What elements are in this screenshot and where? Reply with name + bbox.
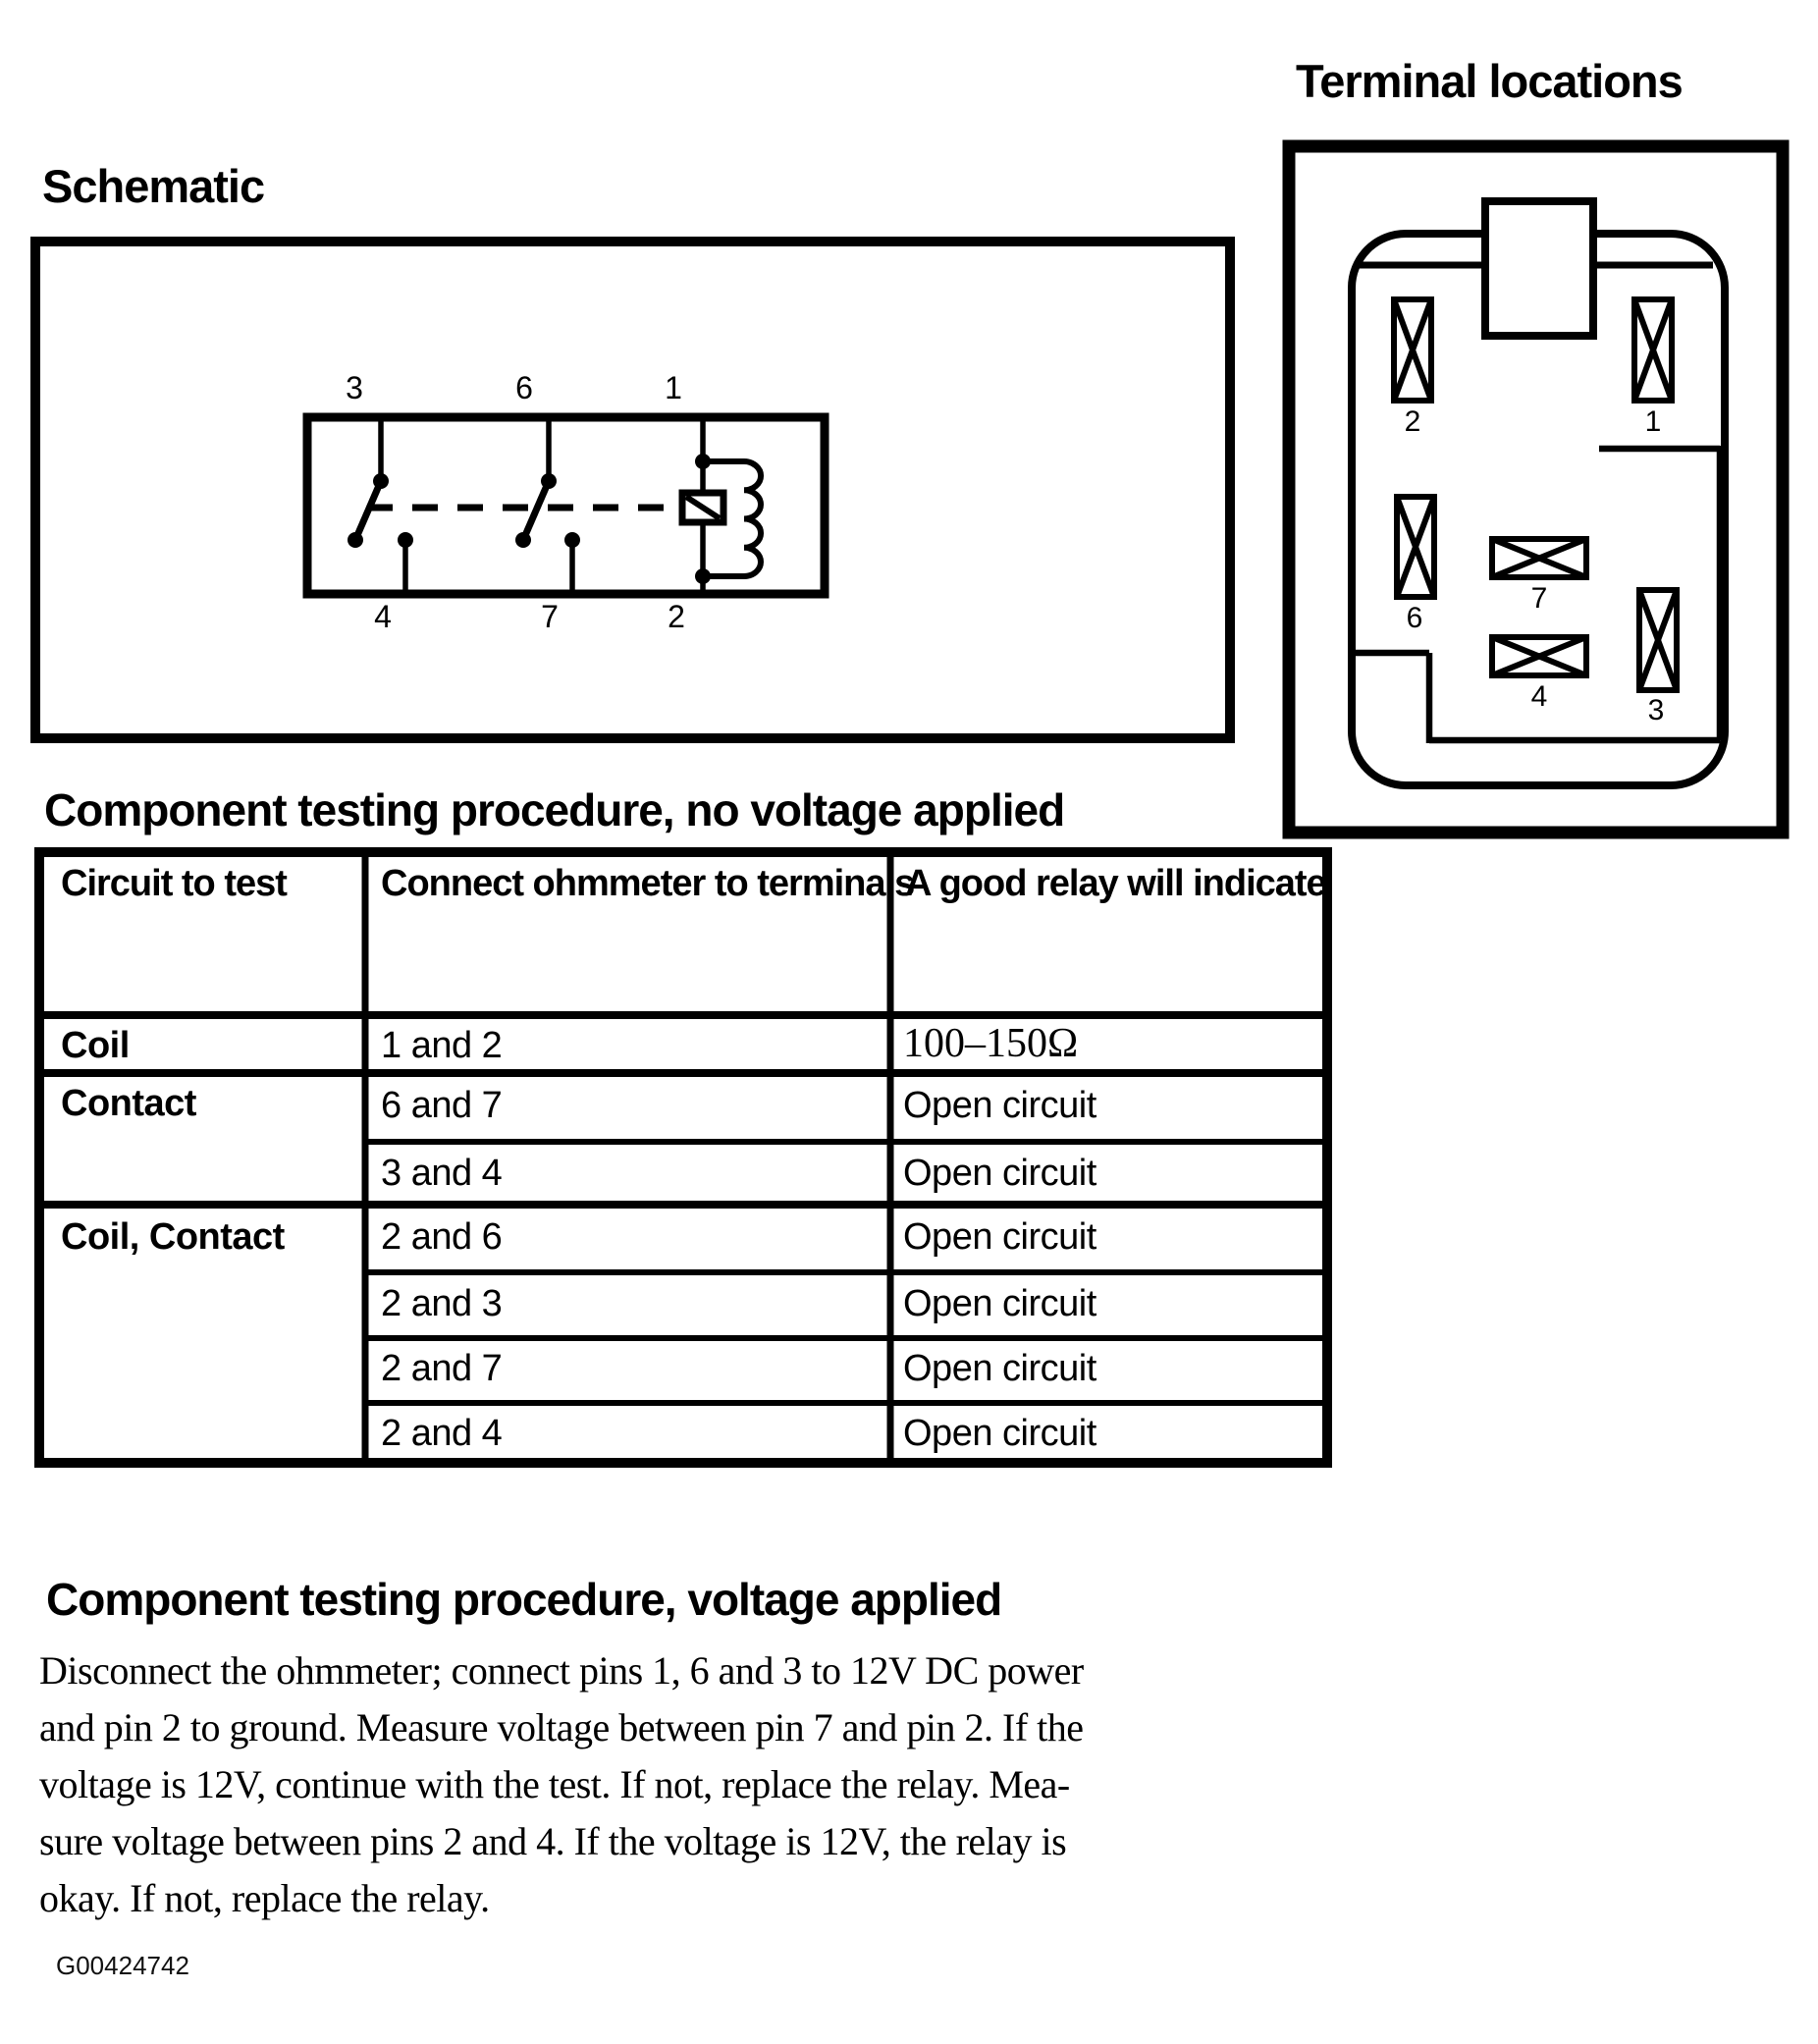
schematic-pin7-label: 7 [541,599,559,634]
paragraph-line: Disconnect the ohmmeter; connect pins 1, 6 and 3 to 12V DC power [39,1648,1084,1693]
table-header-terminals: Connect ohmmeter to terminals [381,863,915,904]
terminal-3-symbol [1639,590,1677,690]
table-cell-result: Open circuit [903,1153,1096,1194]
test-table-grid [39,852,1327,1463]
terminal-3-label: 3 [1647,694,1665,726]
terminal-2-label: 2 [1404,405,1421,438]
schematic-figure [35,242,1230,738]
table-cell-circuit-coil-contact: Coil, Contact [61,1216,285,1258]
figure-id: G00424742 [56,1951,189,1980]
terminal-7-symbol [1492,539,1586,577]
table-cell-terminals: 2 and 4 [381,1413,503,1454]
paragraph-line: voltage is 12V, continue with the test. If not, replace the relay. Mea- [39,1762,1070,1806]
schematic-pin1-label: 1 [665,370,682,405]
terminal-1-label: 1 [1644,405,1662,438]
table-cell-result: Open circuit [903,1348,1096,1389]
schematic-pin3-label: 3 [346,370,363,405]
table-cell-result: Open circuit [903,1085,1096,1126]
paragraph-line: sure voltage between pins 2 and 4. If the voltage is 12V, the relay is [39,1819,1067,1863]
terminal-locations-figure [1289,146,1783,833]
table-header-circuit: Circuit to test [61,863,287,904]
table-cell-terminals: 1 and 2 [381,1025,503,1066]
schematic-title: Schematic [42,160,265,212]
table-cell-result-ohms: 100–150Ω [903,1021,1079,1066]
table-cell-terminals: 2 and 6 [381,1216,503,1258]
terminal-symbols [1394,299,1677,690]
terminal-7-label: 7 [1530,582,1548,615]
no-voltage-procedure-title: Component testing procedure, no voltage applied [44,784,1065,835]
terminal-6-label: 6 [1406,602,1423,634]
mounting-tab [1485,201,1593,336]
voltage-procedure-title: Component testing procedure, voltage applied [46,1574,1002,1625]
schematic-outer-box [35,242,1230,738]
table-header-result: A good relay will indicate [905,863,1326,904]
table-cell-result: Open circuit [903,1216,1096,1258]
terminal-1-symbol [1634,299,1672,401]
table-cell-terminals: 6 and 7 [381,1085,503,1126]
terminal-2-symbol [1394,299,1431,401]
table-cell-circuit-contact: Contact [61,1083,196,1124]
schematic-pin6-label: 6 [515,370,533,405]
table-cell-terminals: 3 and 4 [381,1153,503,1194]
terminal-6-symbol [1397,497,1434,597]
terminal-locations-title: Terminal locations [1296,55,1683,107]
schematic-pin2-label: 2 [668,599,685,634]
table-cell-terminals: 2 and 7 [381,1348,503,1389]
table-cell-result: Open circuit [903,1413,1096,1454]
paragraph-line: okay. If not, replace the relay. [39,1876,490,1920]
paragraph-line: and pin 2 to ground. Measure voltage between pin 7 and pin 2. If the [39,1705,1084,1749]
table-outer-border [39,852,1327,1463]
table-cell-circuit-coil: Coil [61,1025,130,1066]
terminal-4-symbol [1492,637,1586,675]
table-cell-result: Open circuit [903,1283,1096,1324]
table-cell-terminals: 2 and 3 [381,1283,503,1324]
schematic-pin4-label: 4 [374,599,392,634]
terminal-4-label: 4 [1530,680,1548,713]
